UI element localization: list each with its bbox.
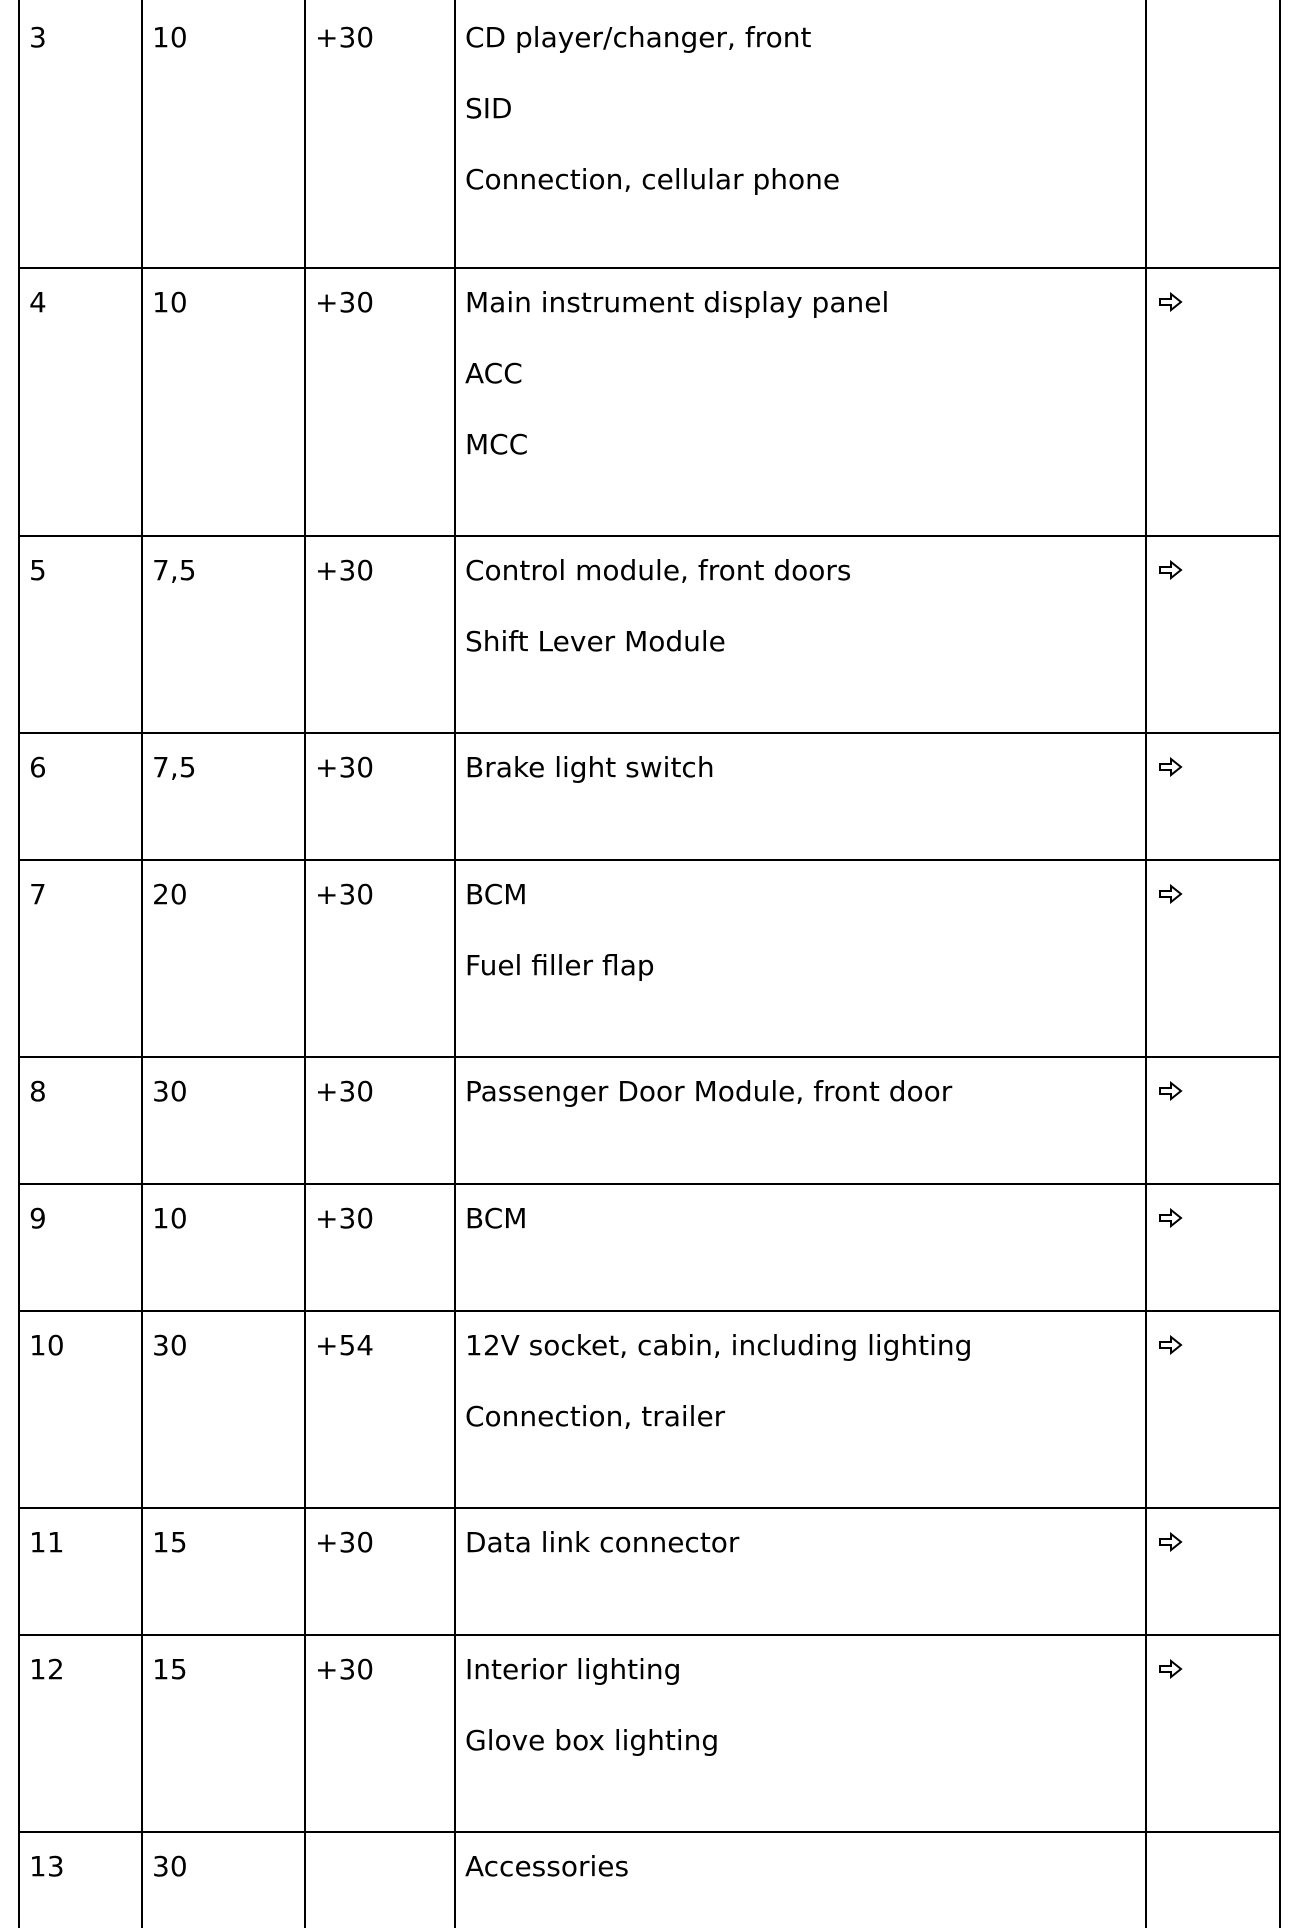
arrow-right-outline-icon[interactable] <box>1158 1335 1184 1355</box>
fuse-table <box>18 0 1281 1928</box>
amperage-cell: 30 <box>142 1311 305 1508</box>
fuse-number-cell: 9 <box>19 1184 142 1311</box>
description-line: MCC <box>465 428 529 461</box>
amperage-cell: 10 <box>142 1184 305 1311</box>
amperage-cell: 10 <box>142 0 305 268</box>
reference-cell[interactable] <box>1146 268 1280 536</box>
description-line: Fuel filler flap <box>465 949 655 982</box>
description-line: Connection, cellular phone <box>465 163 841 196</box>
amperage-cell: 7,5 <box>142 733 305 860</box>
reference-cell <box>1146 0 1280 268</box>
table-row <box>19 1508 1280 1635</box>
terminal-cell: +30 <box>305 733 455 860</box>
description-cell <box>455 1832 1146 1928</box>
description-line: Connection, trailer <box>465 1400 726 1433</box>
fuse-number-cell: 3 <box>19 0 142 268</box>
description-cell <box>455 733 1146 860</box>
reference-cell[interactable] <box>1146 1184 1280 1311</box>
fuse-number-cell: 7 <box>19 860 142 1057</box>
reference-cell <box>1146 1832 1280 1928</box>
arrow-right-outline-icon[interactable] <box>1158 757 1184 777</box>
terminal-cell: +30 <box>305 536 455 733</box>
table-row <box>19 733 1280 860</box>
reference-cell[interactable] <box>1146 536 1280 733</box>
fuse-number-cell: 4 <box>19 268 142 536</box>
description-line: Data link connector <box>465 1526 740 1559</box>
amperage-cell: 20 <box>142 860 305 1057</box>
amperage-cell: 15 <box>142 1635 305 1832</box>
description-line: CD player/changer, front <box>465 21 812 54</box>
description-line: Accessories <box>465 1850 630 1883</box>
reference-cell[interactable] <box>1146 733 1280 860</box>
description-line: Shift Lever Module <box>465 625 726 658</box>
description-line: Control module, front doors <box>465 554 852 587</box>
arrow-right-outline-icon[interactable] <box>1158 1659 1184 1679</box>
terminal-cell: +30 <box>305 1057 455 1184</box>
description-cell <box>455 1635 1146 1832</box>
fuse-number-cell: 12 <box>19 1635 142 1832</box>
description-cell <box>455 860 1146 1057</box>
amperage-cell: 30 <box>142 1057 305 1184</box>
fuse-number-cell: 8 <box>19 1057 142 1184</box>
arrow-right-outline-icon[interactable] <box>1158 1081 1184 1101</box>
arrow-right-outline-icon[interactable] <box>1158 292 1184 312</box>
terminal-cell: +54 <box>305 1311 455 1508</box>
fuse-number-cell: 11 <box>19 1508 142 1635</box>
fuse-number-cell: 5 <box>19 536 142 733</box>
description-line: Passenger Door Module, front door <box>465 1075 953 1108</box>
terminal-cell: +30 <box>305 268 455 536</box>
arrow-right-outline-icon[interactable] <box>1158 1208 1184 1228</box>
table-row <box>19 860 1280 1057</box>
amperage-cell: 7,5 <box>142 536 305 733</box>
terminal-cell: +30 <box>305 1508 455 1635</box>
description-cell <box>455 1184 1146 1311</box>
fuse-number-cell: 13 <box>19 1832 142 1928</box>
description-cell <box>455 1311 1146 1508</box>
description-cell <box>455 1057 1146 1184</box>
reference-cell[interactable] <box>1146 1057 1280 1184</box>
arrow-right-outline-icon[interactable] <box>1158 884 1184 904</box>
amperage-cell: 30 <box>142 1832 305 1928</box>
amperage-cell: 15 <box>142 1508 305 1635</box>
fuse-table-body <box>19 0 1280 1928</box>
description-cell <box>455 1508 1146 1635</box>
terminal-cell: +30 <box>305 1184 455 1311</box>
reference-cell[interactable] <box>1146 1508 1280 1635</box>
description-line: SID <box>465 92 513 125</box>
arrow-right-outline-icon[interactable] <box>1158 560 1184 580</box>
table-row <box>19 268 1280 536</box>
reference-cell[interactable] <box>1146 1635 1280 1832</box>
description-cell <box>455 268 1146 536</box>
description-line: BCM <box>465 1202 528 1235</box>
table-row <box>19 1832 1280 1928</box>
table-row <box>19 1311 1280 1508</box>
description-line: ACC <box>465 357 523 390</box>
terminal-cell: +30 <box>305 1635 455 1832</box>
table-row <box>19 1184 1280 1311</box>
arrow-right-outline-icon[interactable] <box>1158 1532 1184 1552</box>
table-row <box>19 0 1280 268</box>
description-line: Brake light switch <box>465 751 715 784</box>
fuse-number-cell: 10 <box>19 1311 142 1508</box>
reference-cell[interactable] <box>1146 860 1280 1057</box>
terminal-cell <box>305 1832 455 1928</box>
description-cell <box>455 536 1146 733</box>
description-line: Glove box lighting <box>465 1724 720 1757</box>
description-line: Interior lighting <box>465 1653 682 1686</box>
terminal-cell: +30 <box>305 860 455 1057</box>
description-line: 12V socket, cabin, including lighting <box>465 1329 973 1362</box>
description-cell <box>455 0 1146 268</box>
description-line: BCM <box>465 878 528 911</box>
table-row <box>19 1635 1280 1832</box>
amperage-cell: 10 <box>142 268 305 536</box>
table-row <box>19 1057 1280 1184</box>
fuse-number-cell: 6 <box>19 733 142 860</box>
table-row <box>19 536 1280 733</box>
description-line: Main instrument display panel <box>465 286 890 319</box>
reference-cell[interactable] <box>1146 1311 1280 1508</box>
terminal-cell: +30 <box>305 0 455 268</box>
